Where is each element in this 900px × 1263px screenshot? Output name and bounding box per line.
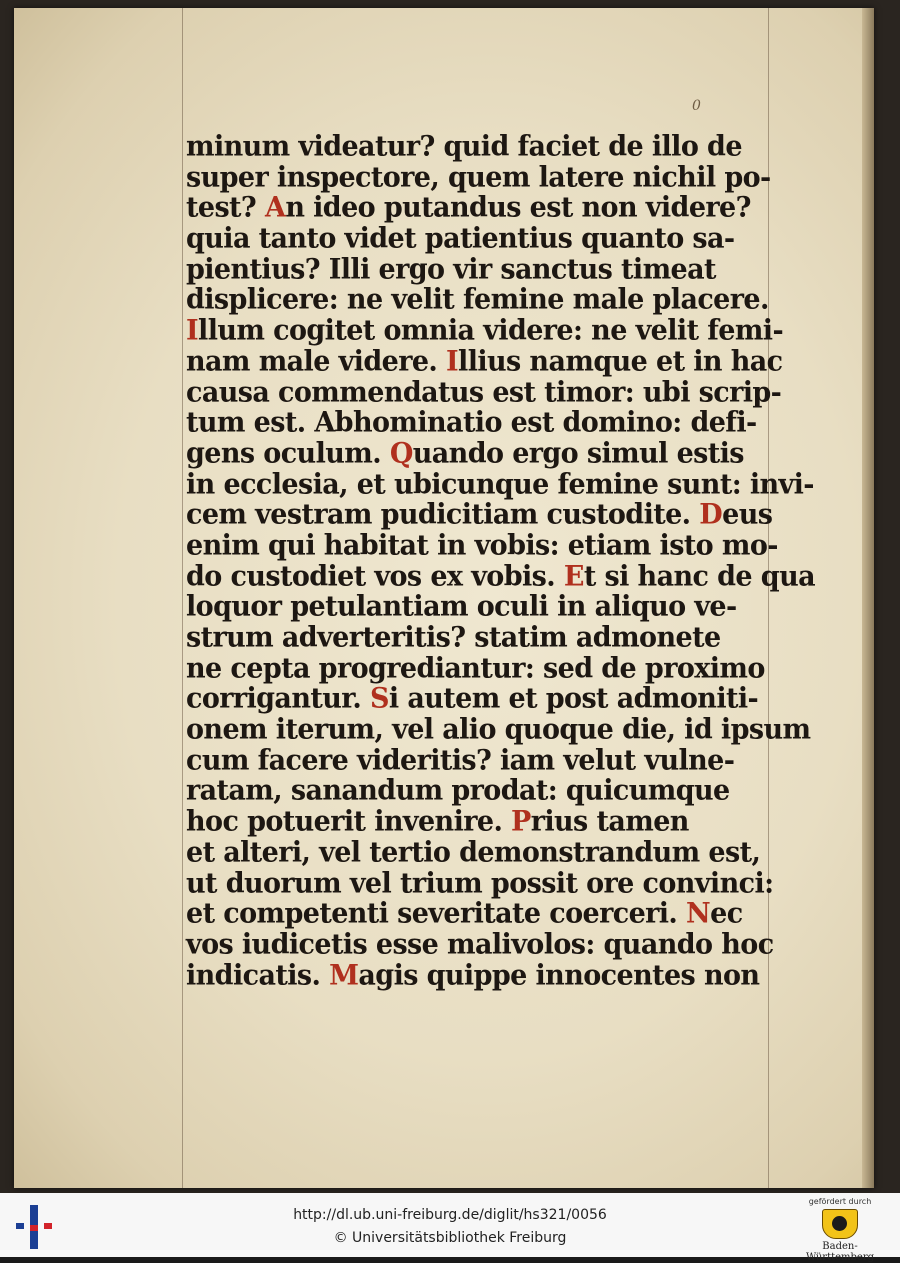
copyright-notice: © Universitätsbibliothek Freiburg bbox=[333, 1230, 567, 1246]
left-ruling-line bbox=[182, 8, 183, 1188]
text-line bbox=[186, 499, 806, 531]
text-line bbox=[186, 223, 806, 255]
line-text: test? bbox=[186, 191, 265, 225]
text-block bbox=[186, 130, 816, 992]
line-text: onem iterum, vel alio quoque die, id ipsum bbox=[186, 713, 811, 746]
line-text: uando ergo simul estis bbox=[412, 437, 744, 470]
text-line bbox=[186, 653, 806, 685]
text-line bbox=[186, 559, 816, 593]
line-text: ut duorum vel trium possit ore convinci: bbox=[186, 866, 774, 900]
text-line bbox=[186, 684, 806, 716]
permalink-url[interactable]: http://dl.ub.uni-freiburg.de/diglit/hs321/0056 bbox=[293, 1207, 607, 1223]
line-text: strum adverteritis? statim admonete bbox=[186, 621, 721, 654]
folio-mark: 0 bbox=[692, 98, 701, 114]
rubricated-initial: A bbox=[264, 191, 286, 225]
rubricated-initial: I bbox=[186, 314, 199, 347]
text-line bbox=[186, 315, 806, 347]
line-text: t si hanc de qua bbox=[583, 559, 816, 593]
line-text: in ecclesia, et ubicunque femine sunt: invi- bbox=[186, 467, 814, 501]
footer-bar bbox=[0, 1193, 900, 1263]
line-text: cem vestram pudicitiam custodite. bbox=[186, 498, 700, 531]
line-text: indicatis. bbox=[186, 958, 330, 992]
text-line bbox=[186, 407, 806, 439]
text-line bbox=[186, 592, 806, 624]
manuscript-page bbox=[14, 8, 874, 1188]
text-line bbox=[186, 254, 806, 286]
line-text: i autem et post admoniti- bbox=[388, 682, 759, 716]
line-text: nam male videre. bbox=[186, 344, 446, 378]
line-text: ne cepta progrediantur: sed de proximo bbox=[186, 651, 765, 685]
sponsor-label: gefördert durch bbox=[808, 1197, 872, 1206]
rubricated-initial: E bbox=[563, 559, 584, 593]
sponsor-block bbox=[790, 1197, 890, 1263]
line-text: llum cogitet omnia videre: ne velit femi- bbox=[198, 314, 784, 347]
sponsor-name: Baden-Württemberg bbox=[805, 1241, 875, 1263]
text-line bbox=[186, 713, 811, 746]
line-text: pientius? Illi ergo vir sanctus timeat bbox=[186, 252, 716, 286]
text-line bbox=[186, 622, 806, 654]
line-text: tum est. Abhominatio est domino: defi- bbox=[186, 406, 757, 439]
rubricated-initial: M bbox=[329, 958, 359, 992]
text-line bbox=[186, 806, 806, 838]
rubricated-initial: N bbox=[686, 897, 711, 930]
line-text: enim qui habitat in vobis: etiam isto mo- bbox=[186, 529, 778, 562]
text-line bbox=[186, 960, 806, 992]
line-text: corrigantur. bbox=[186, 682, 371, 716]
line-text: ec bbox=[710, 897, 743, 930]
baden-wuerttemberg-crest-icon bbox=[822, 1209, 858, 1239]
text-line bbox=[186, 162, 806, 194]
text-line bbox=[186, 530, 806, 562]
line-text: vos iudicetis esse malivolos: quando hoc bbox=[186, 928, 774, 961]
text-line bbox=[186, 438, 806, 470]
text-line bbox=[186, 868, 806, 900]
line-text: cum facere videritis? iam velut vulne- bbox=[186, 743, 735, 777]
text-line bbox=[186, 377, 806, 409]
text-line bbox=[186, 837, 806, 869]
rubricated-initial: I bbox=[446, 344, 459, 378]
rubricated-initial: Q bbox=[389, 437, 413, 470]
line-text: agis quippe innocentes non bbox=[358, 958, 760, 992]
line-text: llius namque et in hac bbox=[458, 344, 783, 378]
text-line bbox=[186, 898, 806, 930]
line-text: gens oculum. bbox=[186, 437, 390, 470]
line-text: causa commendatus est timor: ubi scrip- bbox=[186, 375, 782, 409]
rubricated-initial: P bbox=[511, 805, 531, 838]
text-line bbox=[186, 776, 806, 808]
text-line bbox=[186, 745, 806, 777]
text-line bbox=[186, 467, 814, 501]
line-text: eus bbox=[722, 498, 773, 531]
line-text: ratam, sanandum prodat: quicumque bbox=[186, 774, 730, 808]
rubricated-initial: D bbox=[699, 498, 723, 531]
rubricated-initial: S bbox=[370, 682, 389, 716]
line-text: displicere: ne velit femine male placere. bbox=[186, 283, 769, 317]
text-line bbox=[186, 131, 806, 163]
text-line bbox=[186, 346, 806, 378]
line-text: hoc potuerit invenire. bbox=[186, 805, 512, 838]
text-line bbox=[186, 285, 806, 317]
line-text: do custodiet vos ex vobis. bbox=[186, 559, 564, 593]
line-text: n ideo putandus est non videre? bbox=[285, 191, 751, 225]
line-text: et competenti severitate coerceri. bbox=[186, 897, 687, 930]
text-line bbox=[186, 193, 806, 225]
line-text: minum videatur? quid faciet de illo de bbox=[186, 130, 742, 163]
line-text: quia tanto videt patientius quanto sa- bbox=[186, 222, 735, 255]
line-text: et alteri, vel tertio demonstrandum est, bbox=[186, 835, 761, 869]
line-text: rius tamen bbox=[530, 805, 689, 838]
line-text: super inspectore, quem latere nichil po- bbox=[186, 160, 771, 194]
text-line bbox=[186, 929, 806, 961]
line-text: loquor petulantiam oculi in aliquo ve- bbox=[186, 590, 737, 624]
page-gutter bbox=[862, 8, 874, 1188]
